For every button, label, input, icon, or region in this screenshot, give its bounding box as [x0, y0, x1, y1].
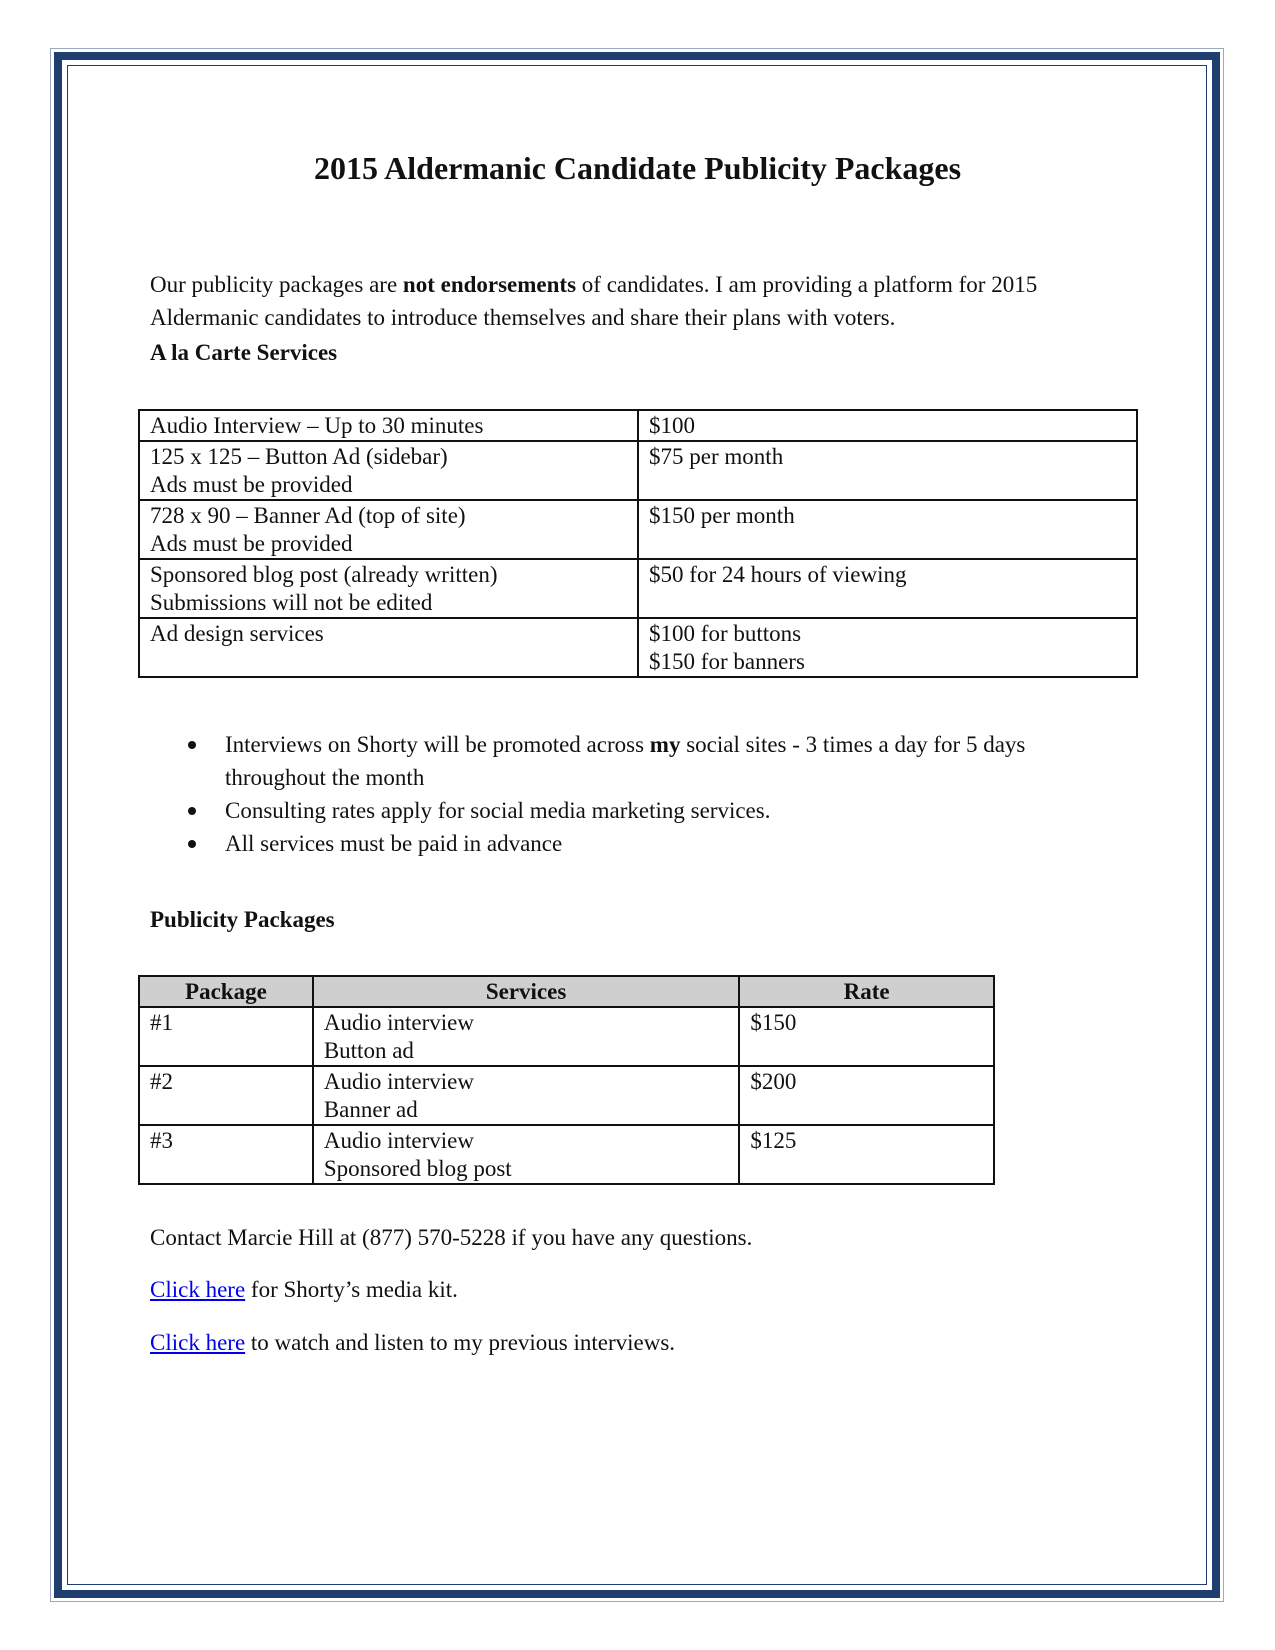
alacarte-heading: A la Carte Services: [150, 340, 338, 365]
table-row: [139, 410, 1137, 441]
service-line: Ad design services: [150, 621, 324, 646]
table-row: [139, 559, 1137, 618]
service-line: Sponsored blog post (already written): [150, 562, 498, 587]
intro-bold-text: not endorsements: [402, 272, 577, 297]
services-cell: [313, 1066, 739, 1125]
packages-heading: Publicity Packages: [150, 907, 335, 932]
table-row: [139, 618, 1137, 677]
intro-paragraph: [150, 268, 1140, 334]
contact-line: Contact Marcie Hill at (877) 570-5228 if you have any questions.: [150, 1225, 753, 1250]
list-item: [180, 827, 1120, 860]
interviews-text: to watch and listen to my previous interviews.: [245, 1330, 676, 1355]
service-line: 728 x 90 – Banner Ad (top of site): [150, 503, 466, 528]
intro-text-start: Our publicity packages are: [150, 272, 403, 297]
interviews-link[interactable]: Click here: [150, 1330, 246, 1355]
bullet-icon: [188, 807, 196, 815]
table-row: [139, 500, 1137, 559]
media-kit-line: [150, 1277, 458, 1303]
service-line: Audio interview: [323, 1128, 474, 1153]
column-header-package: Package: [139, 976, 313, 1007]
price-line: $50 for 24 hours of viewing: [649, 562, 907, 587]
service-line: Audio interview: [323, 1069, 474, 1094]
table-header-row: [139, 976, 994, 1007]
service-cell: [139, 618, 638, 677]
service-line: Sponsored blog post: [323, 1156, 512, 1181]
services-cell: [313, 1007, 739, 1066]
list-item-text: Consulting rates apply for social media marketing services.: [225, 798, 771, 823]
list-item: [180, 794, 1120, 827]
price-line: $150 per month: [649, 503, 795, 528]
bullet-icon: [188, 840, 196, 848]
intro-text-end: of candidates. I am providing a platform for 2015 Aldermanic candidates to introduce themselves and share their plans with voters.: [150, 272, 1038, 330]
price-line: $150 for banners: [649, 649, 805, 674]
notes-list: [180, 728, 1120, 860]
service-line: Banner ad: [323, 1097, 418, 1122]
price-cell: [638, 559, 1137, 618]
rate-cell: $200: [739, 1066, 994, 1125]
list-item-text: Interviews on Shorty will be promoted across: [225, 732, 650, 757]
service-note: Submissions will not be edited: [150, 590, 433, 615]
table-row: [139, 1007, 994, 1066]
page-title: 2015 Aldermanic Candidate Publicity Packages: [313, 150, 962, 186]
price-line: $100 for buttons: [649, 621, 802, 646]
price-cell: [638, 618, 1137, 677]
service-cell: [139, 500, 638, 559]
service-line: Audio Interview – Up to 30 minutes: [150, 413, 484, 438]
list-item-bold: my: [649, 732, 681, 757]
list-item-text: All services must be paid in advance: [225, 831, 563, 856]
service-cell: [139, 410, 638, 441]
column-header-rate: Rate: [739, 976, 994, 1007]
table-row: [139, 1125, 994, 1184]
media-kit-text: for Shorty’s media kit.: [245, 1277, 458, 1302]
rate-cell: $125: [739, 1125, 994, 1184]
rate-cell: $150: [739, 1007, 994, 1066]
package-cell: #3: [139, 1125, 313, 1184]
list-item: [180, 728, 1120, 794]
services-cell: [313, 1125, 739, 1184]
table-row: [139, 441, 1137, 500]
service-note: Ads must be provided: [150, 531, 353, 556]
table-row: [139, 1066, 994, 1125]
price-cell: [638, 410, 1137, 441]
service-cell: [139, 441, 638, 500]
list-item-text: social sites - 3 times a day for 5 days throughout the month: [225, 732, 1026, 790]
service-line: 125 x 125 – Button Ad (sidebar): [150, 444, 448, 469]
service-line: Button ad: [323, 1038, 414, 1063]
price-cell: [638, 441, 1137, 500]
package-cell: #2: [139, 1066, 313, 1125]
package-cell: #1: [139, 1007, 313, 1066]
price-line: $75 per month: [649, 444, 784, 469]
service-cell: [139, 559, 638, 618]
service-line: Audio interview: [323, 1010, 474, 1035]
alacarte-table: [138, 409, 1138, 678]
price-cell: [638, 500, 1137, 559]
media-kit-link[interactable]: Click here: [150, 1277, 246, 1302]
column-header-services: Services: [313, 976, 739, 1007]
interviews-line: [150, 1330, 675, 1356]
bullet-icon: [188, 741, 196, 749]
price-line: $100: [649, 413, 696, 438]
service-note: Ads must be provided: [150, 472, 353, 497]
packages-table: [138, 975, 995, 1185]
